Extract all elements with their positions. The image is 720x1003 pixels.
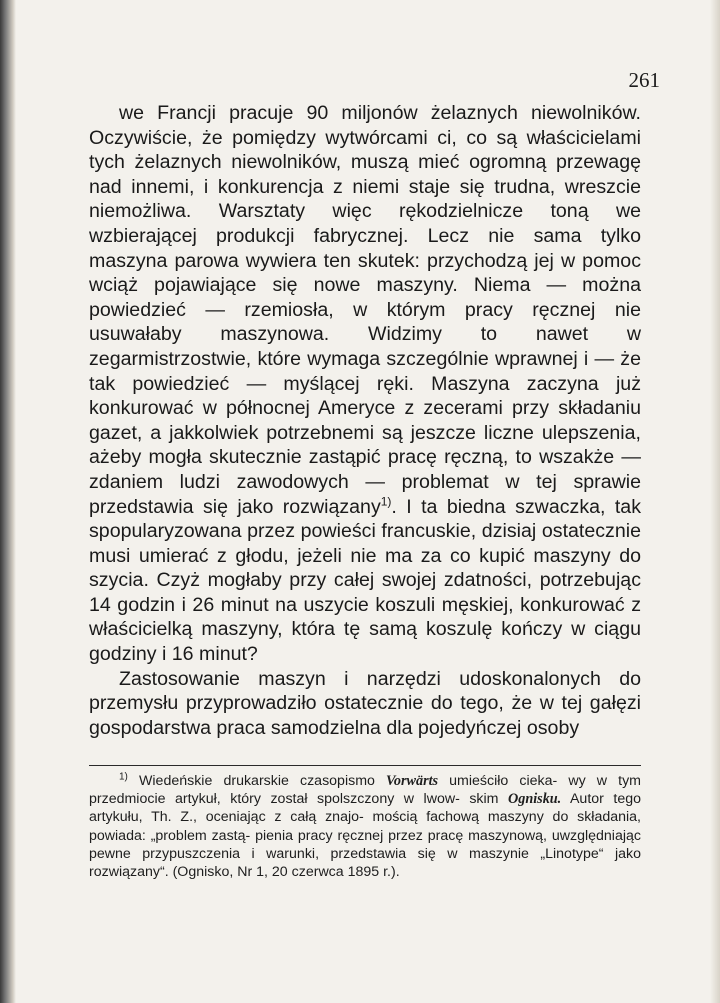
footnote-text-1: Wiedeńskie drukarskie czasopismo <box>139 773 375 789</box>
footnote-reference: 1) <box>380 493 392 508</box>
page-edge <box>710 0 720 1003</box>
footnote-text-3: Autor tego artykułu, Th. Z., oceniając z całą znajo- mością fachową maszyny do składania, powiada: „problem zastą- pienia pracy ręcznej przez pracę maszynową, uwzględniając pewne przypuszczenia i warunki, przedstawia się w maszynie „Linotype“ jako rozwiązany“. (Ognisko, Nr 1, 20 czerwca 1895 r.). <box>89 791 641 881</box>
page-number: 261 <box>628 68 660 92</box>
footnote-number: 1) <box>119 771 128 783</box>
book-spine-shadow <box>0 0 16 1003</box>
footnote-title-ognisko: Ognisku. <box>508 791 562 808</box>
paragraph-2-text: Zastosowanie maszyn i narzędzi udoskonalonych do przemysłu przyprowadziło ostatecznie do tego, że w tej gałęzi gospodarstwa praca samodzielna dla pojedyńczej osoby <box>89 667 641 739</box>
paragraph-1 <box>89 101 641 667</box>
main-text <box>89 101 641 740</box>
paragraph-1-continuation: . I ta biedna szwaczka, tak spopularyzowana przez powieści francuskie, dzisiaj ostatecznie musi umierać z głodu, jeżeli nie ma za co kupić maszyny do szycia. Czyż mogłaby przy całej swojej zdatności, potrzebując 14 godzin i 26 minut na uszycie koszuli męskiej, konkurować z właścicielką maszyny, która tę samą koszulę kończy w ciągu godziny i 16 minut? <box>89 495 641 666</box>
paragraph-2 <box>89 667 641 741</box>
footnote <box>89 772 641 881</box>
paragraph-1-text: we Francji pracuje 90 miljonów żelaznych niewolników. Oczywiście, że pomiędzy wytwórcami ci, co są właścicielami tych żelaznych niewolników, muszą mieć ogromną przewagę nad innemi, i konkurencja z niemi staje się trudna, wreszcie niemożliwa. Warsztaty więc rękodzielnicze toną we wzbierającej produkcji fabrycznej. Lecz nie sama tylko maszyna parowa wywiera ten skutek: przychodzą jej w pomoc wciąż pojawiające się nowe maszyny. Niema — można powiedzieć — rzemiosła, w którym pracy ręcznej nie usuwałaby maszynowa. Widzimy to nawet w zegarmistrzostwie, które wymaga szczególnie wprawnej i — że tak powiedzieć — myślącej ręki. Maszyna zaczyna już konkurować w północnej Ameryce z zecerami przy składaniu gazet, a jakkolwiek potrzebnemi są jeszcze liczne ulepszenia, ażeby mogła skutecznie zastąpić pracę ręczną, to wszakże — zdaniem ludzi zawodowych — problemat w tej sprawie przedstawia się jako rozwiązany <box>89 102 641 518</box>
footnote-divider <box>89 765 641 766</box>
footnote-title-vorwarts: Vorwärts <box>386 773 439 789</box>
footnote-text-2: umieściło cieka- wy w tym przedmiocie artykuł, który został spolszczony w lwow- skim <box>89 773 641 808</box>
